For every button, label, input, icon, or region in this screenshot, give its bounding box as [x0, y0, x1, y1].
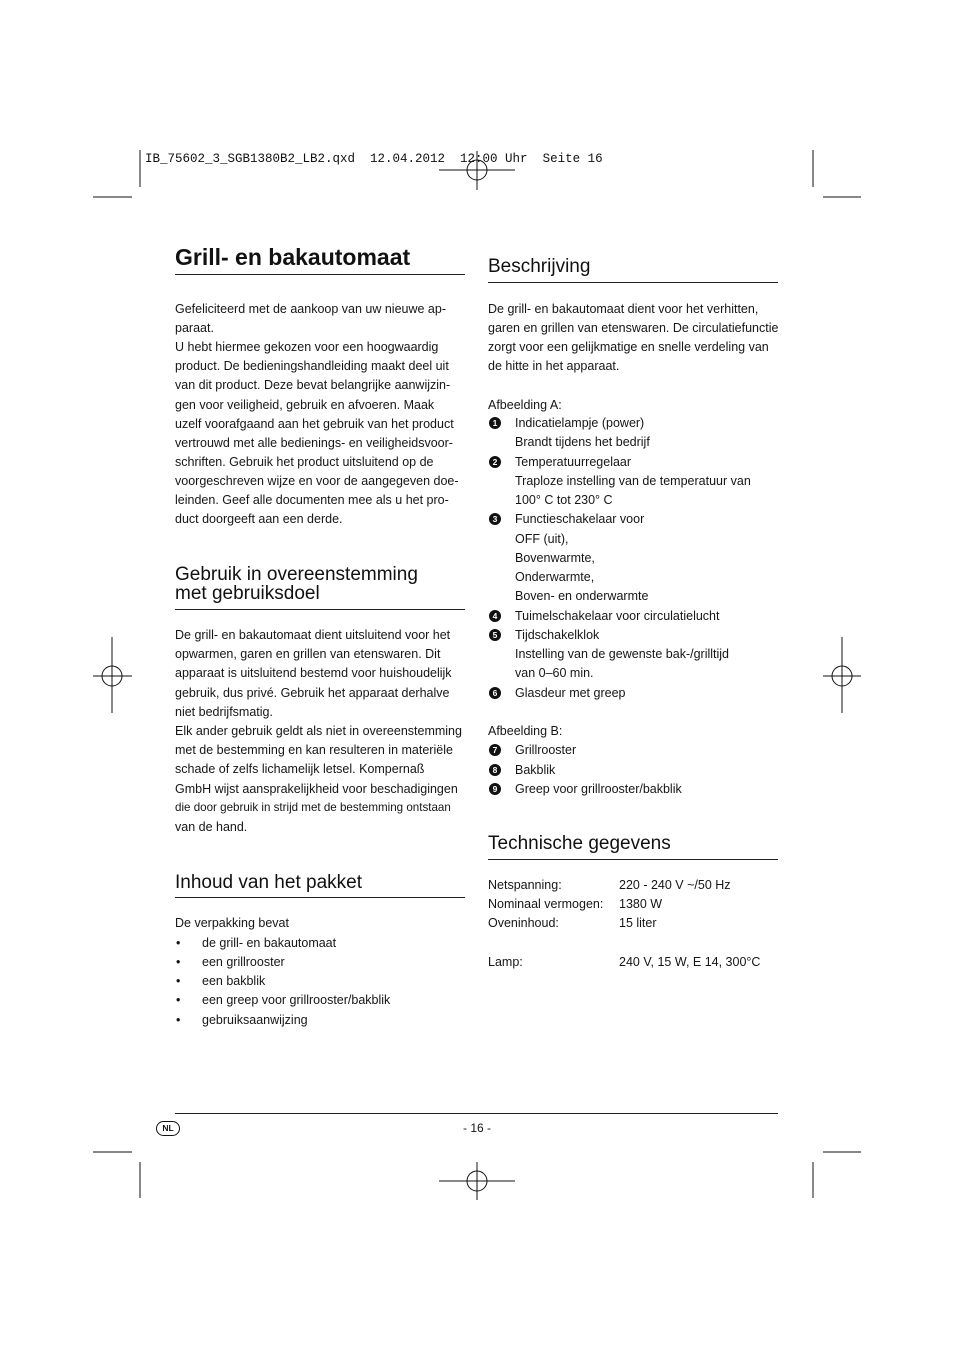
part-detail: OFF (uit),: [515, 532, 569, 546]
number-8-icon: 8: [489, 764, 501, 776]
description-line: garen en grillen van etenswaren. De circulatiefunctie: [488, 321, 779, 335]
number-4-icon: 4: [489, 610, 501, 622]
part-label: Functieschakelaar voor: [515, 512, 645, 526]
usage-line: niet bedrijfsmatig.: [175, 705, 273, 719]
crop-mark-top-right: [813, 150, 861, 197]
number-6-icon: 6: [489, 687, 501, 699]
part-label: Greep voor grillrooster/bakblik: [515, 782, 682, 796]
usage-line: apparaat is uitsluitend bestemd voor huishoudelijk: [175, 666, 452, 680]
description-line: De grill- en bakautomaat dient voor het verhitten,: [488, 302, 759, 316]
usage-line: met de bestemming en kan resulteren in materiële: [175, 743, 453, 757]
usage-line: van de hand.: [175, 820, 248, 834]
usage-line: schade of zelfs lichamelijk letsel. Kompernaß: [175, 762, 425, 776]
usage-heading-line-2: met gebruiksdoel: [175, 583, 320, 604]
part-detail: Instelling van de gewenste bak-/grilltijd: [515, 647, 730, 661]
technical-heading: Technische gegevens: [488, 833, 671, 854]
usage-line: De grill- en bakautomaat dient uitsluitend voor het: [175, 628, 451, 642]
contents-intro: De verpakking bevat: [175, 916, 289, 930]
footer-rule: [175, 1113, 778, 1114]
spec-value: 1380 W: [619, 897, 663, 911]
contents-heading: Inhoud van het pakket: [175, 872, 362, 893]
bullet-icon: •: [176, 974, 181, 988]
spec-value: 240 V, 15 W, E 14, 300°C: [619, 955, 761, 969]
part-detail: Brandt tijdens het bedrijf: [515, 435, 650, 449]
part-label: Glasdeur met greep: [515, 686, 626, 700]
part-detail: van 0–60 min.: [515, 666, 594, 680]
part-label: Indicatielampje (power): [515, 416, 645, 430]
spec-value: 220 - 240 V ~/50 Hz: [619, 878, 731, 892]
spec-label: Nominaal vermogen:: [488, 897, 604, 911]
intro-line: uzelf voorafgaand aan het gebruik van het product: [175, 417, 454, 431]
description-heading: Beschrijving: [488, 256, 591, 277]
part-label: Grillrooster: [515, 743, 577, 757]
registration-mark-left: [93, 637, 132, 713]
bullet-icon: •: [176, 1013, 181, 1027]
number-9-icon: 9: [489, 783, 501, 795]
spec-label: Netspanning:: [488, 878, 562, 892]
part-label: Temperatuurregelaar: [515, 455, 632, 469]
spec-value: 15 liter: [619, 916, 657, 930]
number-5-icon: 5: [489, 629, 501, 641]
list-item: een grillrooster: [202, 955, 285, 969]
usage-heading-underline: [175, 609, 465, 610]
bullet-icon: •: [176, 955, 181, 969]
intro-line: Gefeliciteerd met de aankoop van uw nieuwe ap-: [175, 302, 446, 316]
contents-heading-underline: [175, 897, 465, 898]
list-item: een bakblik: [202, 974, 266, 988]
intro-line: product. De bedieningshandleiding maakt deel uit: [175, 359, 449, 373]
crop-mark-bottom-left: [93, 1152, 140, 1198]
usage-line: GmbH wijst aansprakelijkheid voor beschadigingen: [175, 782, 458, 796]
figure-b-label: Afbeelding B:: [488, 724, 563, 738]
number-2-icon: 2: [489, 456, 501, 468]
usage-line: Elk ander gebruik geldt als niet in overeenstemming: [175, 724, 462, 738]
description-line: de hitte in het apparaat.: [488, 359, 620, 373]
intro-line: voorgeschreven wijze en voor de aangegeven doe-: [175, 474, 459, 488]
intro-line: schriften. Gebruik het product uitsluitend op de: [175, 455, 434, 469]
part-label: Tijdschakelklok: [515, 628, 600, 642]
spec-label: Oveninhoud:: [488, 916, 559, 930]
intro-line: leinden. Geef alle documenten mee als u het pro-: [175, 493, 449, 507]
part-detail: 100° C tot 230° C: [515, 493, 613, 507]
list-item: gebruiksaanwijzing: [202, 1013, 308, 1027]
description-line: zorgt voor een gelijkmatige en snelle verdeling van: [488, 340, 769, 354]
intro-line: duct doorgeeft aan een derde.: [175, 512, 343, 526]
part-label: Bakblik: [515, 763, 556, 777]
number-7-icon: 7: [489, 744, 501, 756]
figure-a-label: Afbeelding A:: [488, 398, 562, 412]
title-underline: [175, 274, 465, 275]
usage-line: opwarmen, garen en grillen van etenswaren. Dit: [175, 647, 441, 661]
language-badge: NL: [156, 1121, 180, 1136]
bullet-icon: •: [176, 993, 181, 1007]
technical-heading-underline: [488, 859, 778, 860]
intro-line: gen voor veiligheid, gebruik en afvoeren. Maak: [175, 398, 435, 412]
registration-mark-right: [823, 637, 861, 713]
list-item: de grill- en bakautomaat: [202, 936, 337, 950]
part-label: Tuimelschakelaar voor circulatielucht: [515, 609, 720, 623]
usage-line: die door gebruik in strijd met de bestemming ontstaan: [175, 801, 451, 814]
number-1-icon: 1: [489, 417, 501, 429]
bullet-icon: •: [176, 936, 181, 950]
number-3-icon: 3: [489, 513, 501, 525]
usage-line: gebruik, dus privé. Gebruik het apparaat derhalve: [175, 686, 450, 700]
list-item: een greep voor grillrooster/bakblik: [202, 993, 391, 1007]
usage-heading-line-1: Gebruik in overeenstemming: [175, 564, 418, 585]
crop-mark-bottom-right: [813, 1152, 861, 1198]
spec-label: Lamp:: [488, 955, 523, 969]
part-detail: Onderwarmte,: [515, 570, 595, 584]
page-title: Grill- en bakautomaat: [175, 244, 411, 270]
registration-mark-bottom: [439, 1162, 515, 1200]
intro-line: paraat.: [175, 321, 214, 335]
crop-mark-top-left: [93, 150, 140, 197]
part-detail: Traploze instelling van de temperatuur van: [515, 474, 751, 488]
intro-line: U hebt hiermee gekozen voor een hoogwaardig: [175, 340, 439, 354]
page-number: - 16 -: [462, 1121, 491, 1135]
intro-line: van dit product. Deze bevat belangrijke aanwijzin-: [175, 378, 451, 392]
part-detail: Boven- en onderwarmte: [515, 589, 649, 603]
part-detail: Bovenwarmte,: [515, 551, 595, 565]
print-slug: IB_75602_3_SGB1380B2_LB2.qxd 12.04.2012 12:00 Uhr Seite 16: [145, 152, 603, 166]
description-heading-underline: [488, 282, 778, 283]
intro-line: vertrouwd met alle bedienings- en veiligheidsvoor-: [175, 436, 453, 450]
